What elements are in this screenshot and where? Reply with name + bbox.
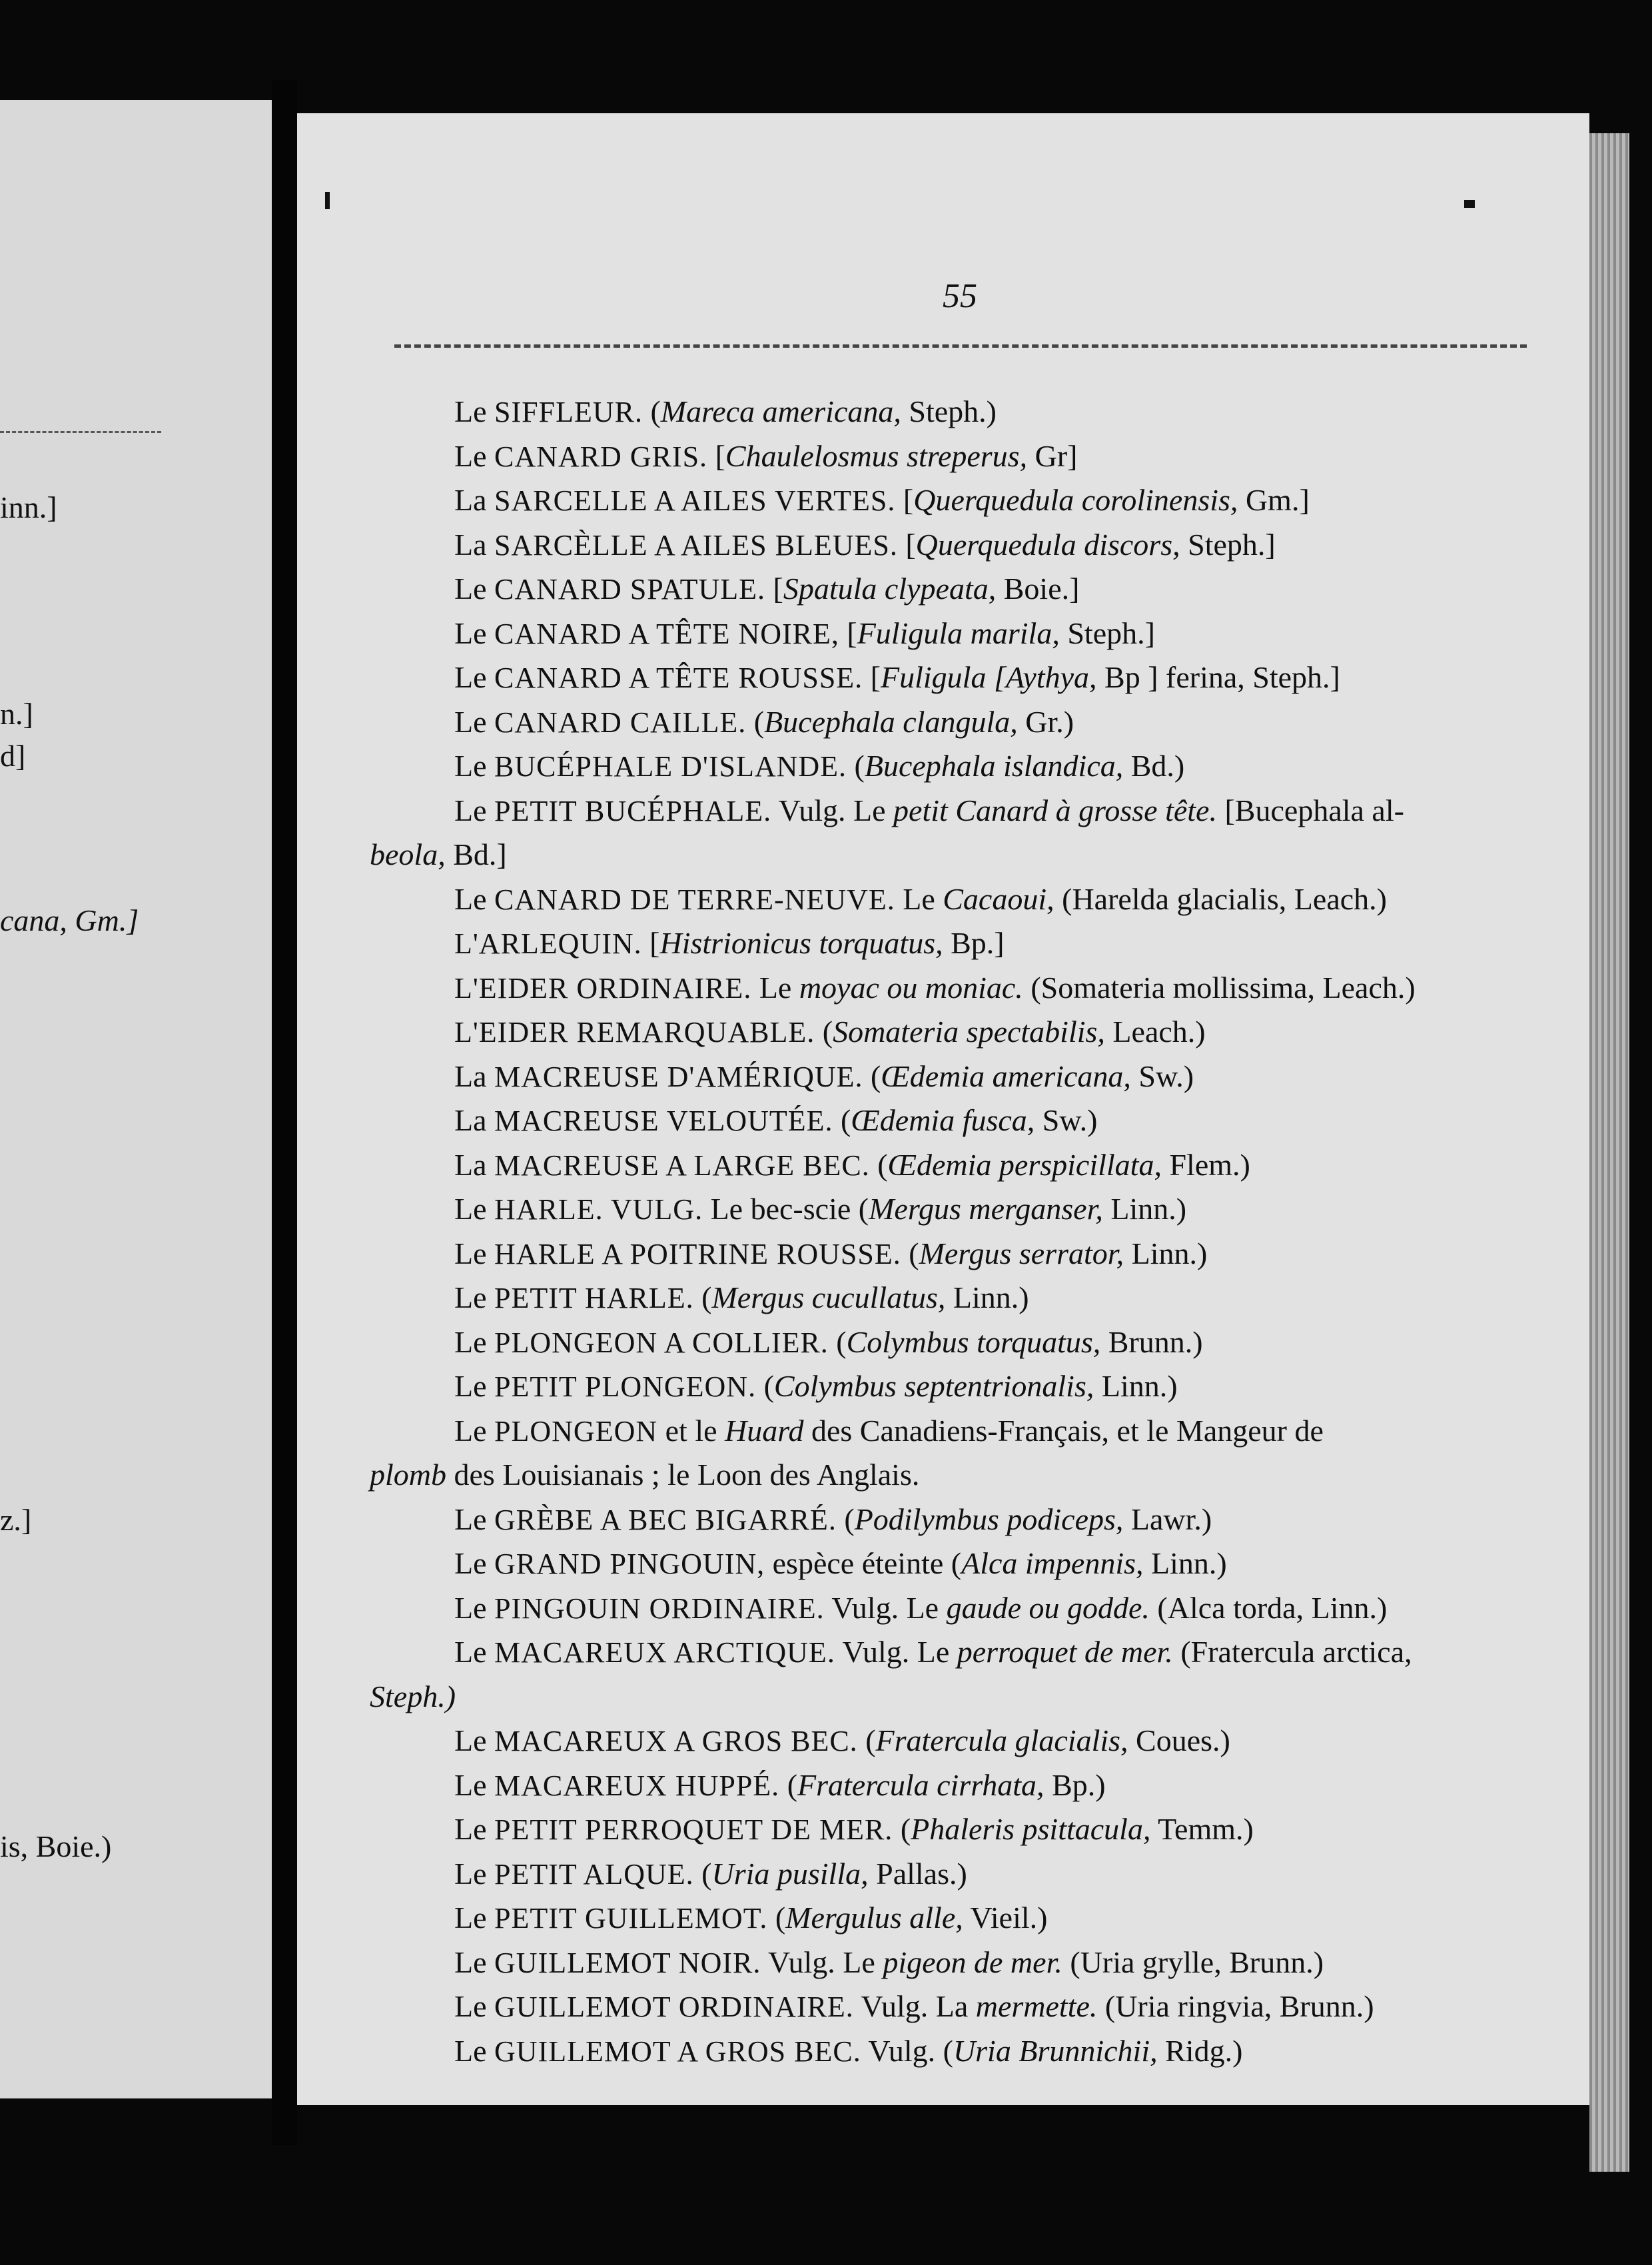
connector-text: Vulg. Le [824,1591,947,1625]
common-name: PLONGEON [494,1415,658,1448]
latin-name: gaude ou godde. [946,1591,1150,1625]
common-name: GUILLEMOT ORDINAIRE. [494,1991,854,2023]
connector-text: [ [707,439,725,473]
connector-text: Vulg. La [853,1989,976,2023]
author-text: Linn.) [1102,1192,1187,1226]
author-text: Steph.] [1059,616,1155,650]
article: Le [454,1989,495,2023]
article: Le [454,1945,495,1979]
entry-line [454,530,1276,560]
common-name: GUILLEMOT A GROS BEC. [494,2035,861,2068]
common-name: CANARD DE TERRE-NEUVE. [494,883,895,916]
entry-line [454,707,1074,737]
common-name: BUCÉPHALE D'ISLANDE. [494,750,847,783]
latin-name: moyac ou moniac. [799,971,1023,1005]
connector-text: espèce éteinte ( [765,1546,962,1580]
entry-line [454,795,1404,826]
article: La [454,483,495,517]
connector-text: Le [751,971,799,1005]
article: Le [454,1280,495,1314]
article: Le [454,793,495,827]
entry-line [454,396,997,427]
author-text: Steph.) [901,394,997,428]
page-number: 55 [943,277,977,315]
article: Le [454,1192,495,1226]
common-name: GUILLEMOT NOIR. [494,1947,761,1979]
latin-name: Fratercula cirrhata, [797,1768,1044,1802]
latin-name: Mergus serrator, [919,1236,1124,1270]
common-name: CANARD A TÊTE ROUSSE. [494,662,863,694]
common-name: PETIT BUCÉPHALE. [494,795,772,827]
connector-text: ( [693,1857,712,1891]
common-name: PLONGEON A COLLIER. [494,1326,829,1359]
continuation-tail: Bd.] [445,837,507,871]
connector-text: ( [693,1280,712,1314]
common-name: MACAREUX A GROS BEC. [494,1725,858,1757]
common-name: MACREUSE VELOUTÉE. [494,1105,833,1137]
entry-line [454,662,1340,693]
left-fragment: n.] [0,697,33,731]
entry-line [454,1416,1324,1446]
article: Le [454,705,495,739]
entry-line [454,1725,1230,1756]
common-name: PETIT GUILLEMOT. [494,1902,768,1935]
connector-text: [ [839,616,857,650]
entry-line [454,1947,1324,1978]
author-text: Vieil.) [963,1901,1048,1935]
entry-line [454,618,1155,649]
latin-name: petit Canard à grosse tête. [893,793,1217,827]
latin-name: Uria Brunnichii, [953,2034,1158,2068]
article: Le [454,1591,495,1625]
connector-text: ( [767,1901,786,1935]
latin-name: Podilymbus podiceps, [854,1502,1124,1536]
author-text: (Alca torda, Linn.) [1149,1591,1388,1625]
connector-text: Vulg. ( [861,2034,953,2068]
latin-name: Fuligula marila, [857,616,1060,650]
connector-text: [ [895,483,914,517]
entry-line [454,1991,1374,2022]
entry-line [454,884,1387,915]
common-name: PETIT PERROQUET DE MER. [494,1813,893,1846]
latin-name: Somateria spectabilis, [833,1015,1105,1049]
latin-name: Spatula clypeata, [783,572,997,606]
continuation-text: plomb [370,1458,446,1492]
article: Le [454,1236,495,1270]
author-text: (Somateria mollissima, Leach.) [1023,971,1416,1005]
latin-name: Mergulus alle, [785,1901,963,1935]
author-text: Bp ] ferina, Steph.] [1096,660,1340,694]
author-text: [Bucephala al- [1216,793,1404,827]
entry-line [454,1371,1178,1402]
article: Le [454,572,495,606]
entry-line [454,1105,1097,1136]
entry-line [454,1859,967,1889]
author-text: Bp.) [1044,1768,1106,1802]
connector-text: ( [869,1148,888,1182]
common-name: CANARD CAILLE. [494,706,747,739]
left-fragment: d] [0,739,26,773]
connector-text: Le bec-scie ( [703,1192,869,1226]
author-text: Pallas.) [868,1857,967,1891]
common-name: CANARD SPATULE. [494,573,766,606]
article: Le [454,1414,495,1448]
latin-name: Œdemia perspicillata, [887,1148,1162,1182]
common-name: PETIT ALQUE. [494,1858,694,1891]
latin-name: Huard [725,1414,804,1448]
article: Le [454,439,495,473]
latin-name: Mergus merganser, [869,1192,1103,1226]
common-name: CANARD GRIS. [494,440,708,473]
article: Le [454,1901,495,1935]
connector-text: ( [847,749,865,783]
entry-line [454,1150,1250,1180]
author-text: (Harelda glacialis, Leach.) [1054,882,1387,916]
entry-line [454,1327,1203,1358]
entry-line [454,1061,1194,1092]
connector-text: ( [746,705,765,739]
author-text: Linn.) [945,1280,1029,1314]
connector-text: ( [863,1059,881,1093]
article: Le [454,660,495,694]
article: La [454,1148,495,1182]
author-text: Ridg.) [1157,2034,1243,2068]
article: Le [454,1723,495,1757]
author-text: Leach.) [1104,1015,1206,1049]
latin-name: Chaulelosmus streperus, [725,439,1028,473]
author-text: Gr] [1027,439,1078,473]
article: Le [454,2034,495,2068]
common-name: HARLE A POITRINE ROUSSE. [494,1238,901,1270]
entry-line [454,1814,1254,1845]
article: Le [454,1502,495,1536]
latin-name: Uria pusilla, [711,1857,869,1891]
author-text: Bp.] [943,926,1005,960]
entry-line [454,2036,1242,2066]
latin-name: mermette. [975,1989,1098,2023]
latin-name: Querquedula discors, [915,528,1180,562]
entry-line [454,1282,1029,1313]
article: La [454,1103,495,1137]
common-name: CANARD A TÊTE NOIRE, [494,618,839,650]
connector-text: [ [641,926,660,960]
author-text: Bd.) [1123,749,1185,783]
latin-name: Fuligula [Aythya, [881,660,1097,694]
common-name: MACAREUX HUPPÉ. [494,1769,780,1802]
entry-line [454,1903,1047,1933]
continuation-text: Steph.) [370,1679,456,1713]
latin-name: Bucephala islandica, [864,749,1124,783]
author-text: Temm.) [1150,1812,1254,1846]
latin-name: Alca impennis, [961,1546,1144,1580]
article: La [454,528,495,562]
common-name: SARCELLE A AILES VERTES. [494,484,896,517]
entry-line [370,839,507,870]
entry-line [454,1637,1412,1667]
latin-name: pigeon de mer. [883,1945,1062,1979]
common-name: PETIT HARLE. [494,1282,694,1314]
common-name: L'ARLEQUIN. [454,927,642,960]
latin-name: Fratercula glacialis, [875,1723,1128,1757]
article: Le [454,1635,495,1669]
connector-text: ( [833,1103,851,1137]
entry-line [370,1681,456,1712]
entry-line [454,1770,1106,1801]
connector-text: ( [642,394,661,428]
author-text: Sw.) [1034,1103,1098,1137]
connector-text: Vulg. Le [761,1945,883,1979]
entry-line [454,973,1416,1003]
latin-name: Phaleris psittacula, [911,1812,1151,1846]
connector-text: [ [863,660,881,694]
common-name: PETIT PLONGEON. [494,1370,757,1403]
author-text: des Canadiens-Français, et le Mangeur de [803,1414,1324,1448]
article: Le [454,1857,495,1891]
author-text: Linn.) [1124,1236,1208,1270]
connector-text: [ [765,572,783,606]
article: Le [454,882,495,916]
continuation-text: beola, [370,837,446,871]
article: Le [454,749,495,783]
latin-name: Querquedula corolinensis, [913,483,1238,517]
latin-name: Bucephala clangula, [764,705,1018,739]
connector-text: ( [756,1369,774,1403]
connector-text: et le [657,1414,725,1448]
left-fragment: is, Boie.) [0,1829,112,1863]
author-text: Gm.] [1238,483,1310,517]
author-text: Gr.) [1017,705,1074,739]
author-text: Steph.] [1180,528,1276,562]
connector-text: ( [857,1723,876,1757]
article: Le [454,1768,495,1802]
connector-text: ( [779,1768,798,1802]
entry-line [454,1017,1206,1047]
connector-text: ( [815,1015,833,1049]
latin-name: Mergus cucullatus, [711,1280,946,1314]
article: Le [454,616,495,650]
author-text: Sw.) [1130,1059,1194,1093]
connector-text: ( [901,1236,919,1270]
connector-text: ( [828,1325,847,1359]
common-name: SARCÈLLE A AILES BLEUES. [494,529,898,562]
common-name: MACREUSE A LARGE BEC. [494,1149,870,1182]
connector-text: ( [893,1812,911,1846]
author-text: Flem.) [1161,1148,1250,1182]
entry-line [454,485,1310,516]
entry-line [454,1548,1227,1579]
author-text: (Fratercula arctica, [1172,1635,1412,1669]
left-fragment: inn.] [0,490,57,524]
latin-name: Histrionicus torquatus, [659,926,943,960]
left-fragment: cana, Gm.] [0,903,139,937]
latin-name: Mareca americana, [660,394,901,428]
article: La [454,1059,495,1093]
latin-name: Cacaoui, [943,882,1054,916]
author-text: Linn.) [1143,1546,1227,1580]
common-name: GRÈBE A BEC BIGARRÉ. [494,1504,837,1536]
article: Le [454,1325,495,1359]
article: Le [454,1369,495,1403]
entry-line [454,928,1005,959]
common-name: PINGOUIN ORDINAIRE. [494,1592,825,1625]
author-text: Lawr.) [1123,1502,1212,1536]
common-name: HARLE. VULG. [494,1193,703,1226]
connector-text: ( [836,1502,855,1536]
common-name: SIFFLEUR. [494,396,643,428]
connector-text: Vulg. Le [835,1635,957,1669]
common-name: GRAND PINGOUIN, [494,1548,765,1580]
common-name: L'EIDER ORDINAIRE. [454,972,752,1005]
author-text: Brunn.) [1100,1325,1203,1359]
connector-text: Vulg. Le [771,793,894,827]
connector-text: Le [895,882,943,916]
common-name: MACREUSE D'AMÉRIQUE. [494,1061,863,1093]
entry-line [454,574,1079,604]
article: Le [454,394,495,428]
entry-line [454,1194,1186,1224]
article: Le [454,1546,495,1580]
latin-name: perroquet de mer. [957,1635,1173,1669]
author-text: (Uria grylle, Brunn.) [1062,1945,1324,1979]
entry-line [370,1460,919,1490]
continuation-tail: des Louisianais ; le Loon des Anglais. [446,1458,920,1492]
entry-line [454,751,1184,781]
connector-text: [ [897,528,916,562]
entry-line [454,441,1077,472]
author-text: Boie.] [996,572,1080,606]
latin-name: Colymbus septentrionalis, [773,1369,1094,1403]
author-text: (Uria ringvia, Brunn.) [1097,1989,1374,2023]
entry-line [454,1238,1207,1269]
common-name: MACAREUX ARCTIQUE. [494,1636,835,1669]
latin-name: Œdemia americana, [881,1059,1131,1093]
left-fragment: z.] [0,1503,32,1537]
entry-line [454,1593,1387,1623]
author-text: Linn.) [1094,1369,1178,1403]
article: Le [454,1812,495,1846]
common-name: L'EIDER REMARQUABLE. [454,1016,815,1049]
author-text: Coues.) [1128,1723,1230,1757]
latin-name: Œdemia fusca, [851,1103,1035,1137]
entry-line [454,1504,1212,1535]
latin-name: Colymbus torquatus, [846,1325,1101,1359]
